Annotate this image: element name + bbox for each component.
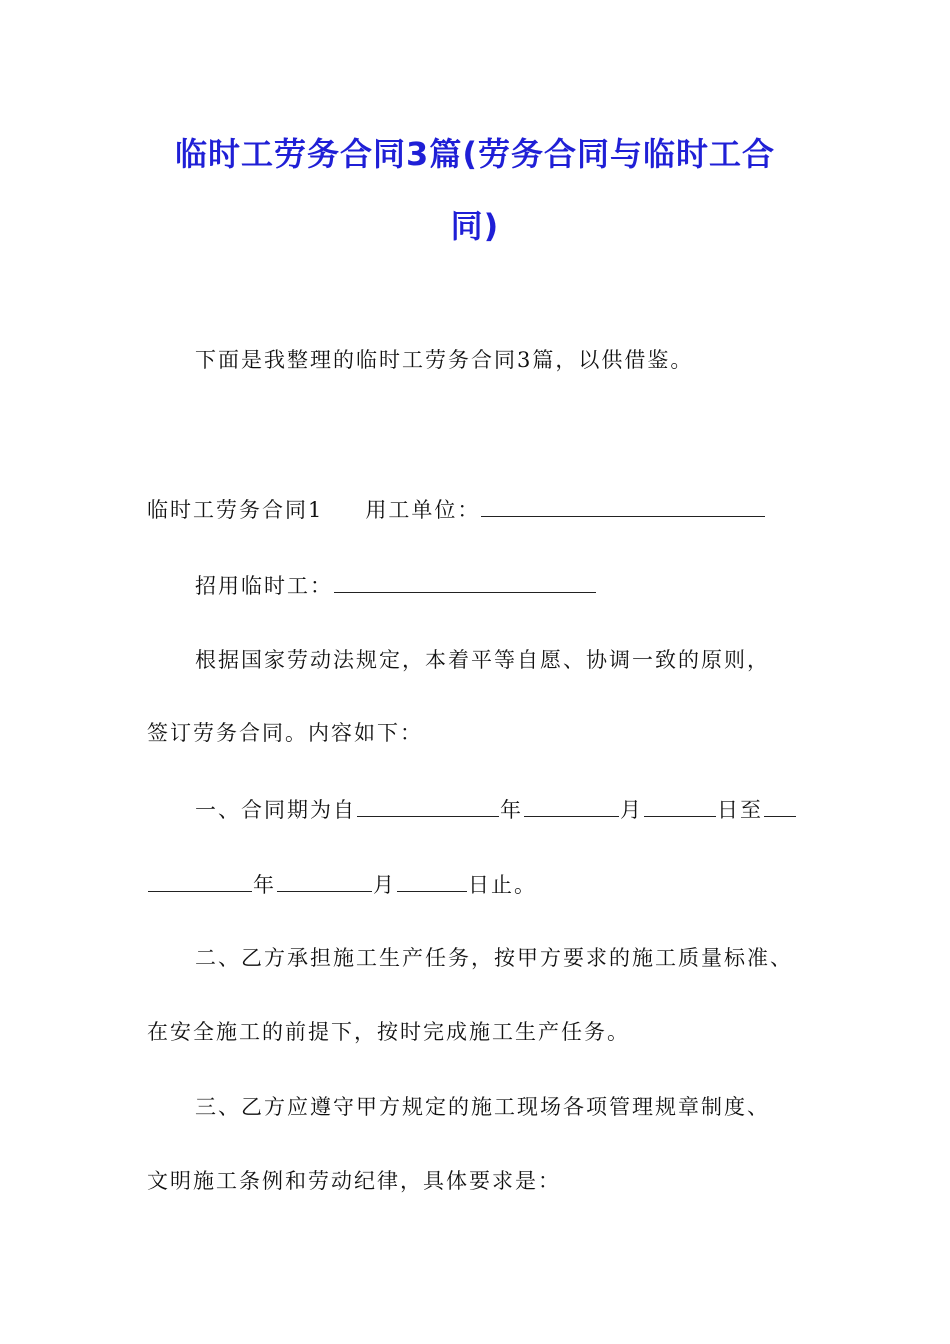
document-title-line-2: 同) [450,207,500,245]
worker-row [195,570,597,601]
term-month2-label: 月 [373,873,396,897]
basis-paragraph-line-2: 签订劳务合同。内容如下： [147,721,423,745]
end-month-blank[interactable] [277,869,372,892]
contract-heading-row [147,494,766,525]
employer-label: 用工单位： [365,498,481,522]
start-day-blank[interactable] [644,794,716,817]
term-prefix: 一、合同期为自 [195,798,356,822]
start-year-blank[interactable] [357,794,499,817]
term-day-to-label: 日至 [717,798,763,822]
term-year2-label: 年 [253,873,276,897]
worker-blank-line[interactable] [334,570,596,593]
term-day-end-label: 日止。 [468,873,537,897]
term-row-2 [147,869,537,900]
end-day-blank[interactable] [397,869,467,892]
start-month-blank[interactable] [524,794,619,817]
end-year-blank-part-1[interactable] [764,794,796,817]
document-title-line-1: 临时工劳务合同3篇(劳务合同与临时工合 [175,135,775,173]
employer-blank-line[interactable] [481,494,765,517]
end-year-blank-part-2[interactable] [148,869,252,892]
term-year-label: 年 [500,798,523,822]
intro-paragraph: 下面是我整理的临时工劳务合同3篇，以供借鉴。 [195,348,694,372]
term-month-label: 月 [620,798,643,822]
item-3-line-1: 三、乙方应遵守甲方规定的施工现场各项管理规章制度、 [195,1095,770,1119]
worker-label: 招用临时工： [195,574,333,598]
item-3-line-2: 文明施工条例和劳动纪律，具体要求是： [147,1169,561,1193]
item-2-line-2: 在安全施工的前提下，按时完成施工生产任务。 [147,1020,630,1044]
term-row-1 [195,794,797,825]
basis-paragraph-line-1: 根据国家劳动法规定，本着平等自愿、协调一致的原则， [195,648,770,672]
contract-heading: 临时工劳务合同1 [147,498,324,522]
item-2-line-1: 二、乙方承担施工生产任务，按甲方要求的施工质量标准、 [195,946,793,970]
